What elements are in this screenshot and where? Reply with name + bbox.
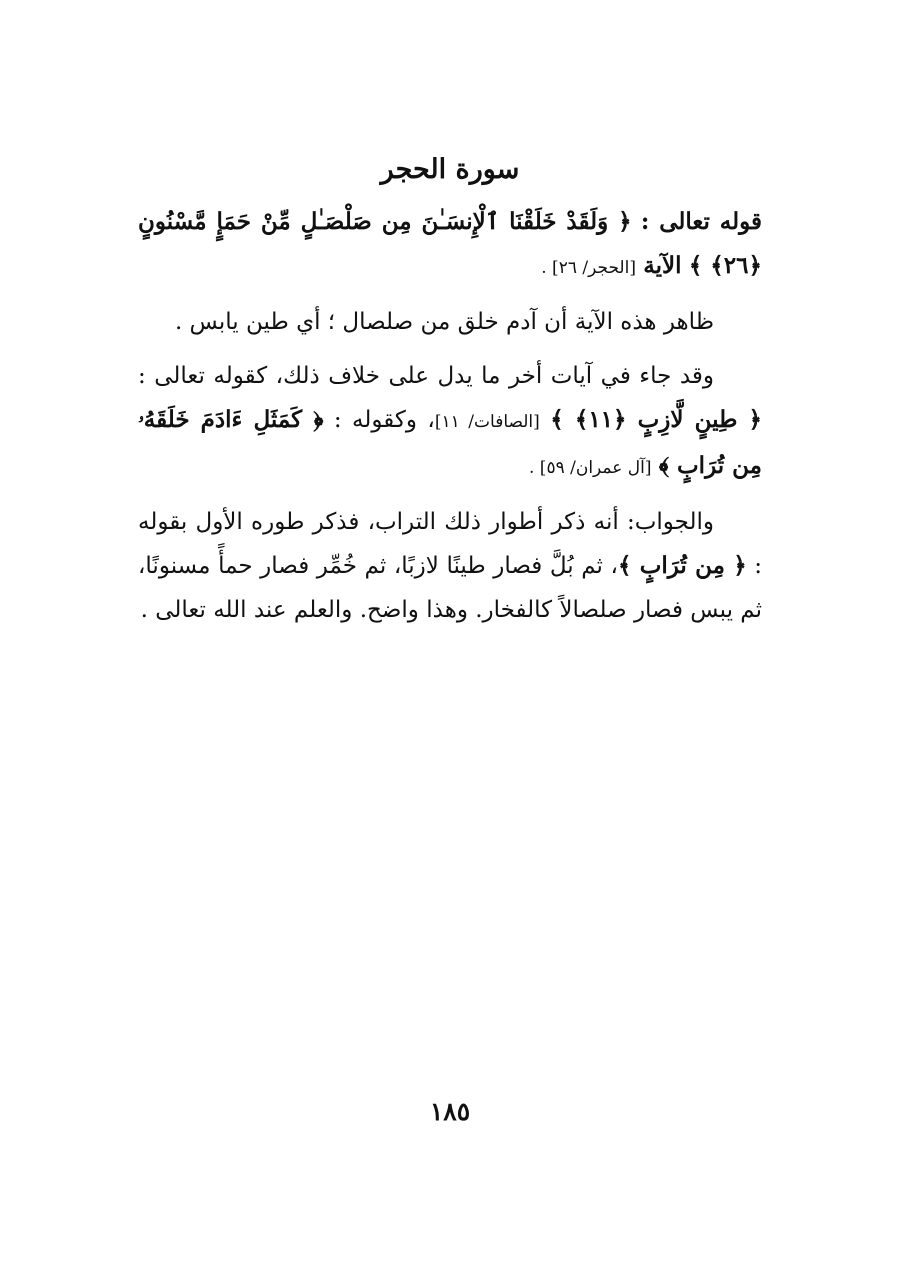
page-content xyxy=(138,150,762,632)
verse-reference: [آل عمران/ ٥٩] . xyxy=(528,458,652,478)
body-text: ، ثم بُلَّ فصار طينًا لازبًا، ثم خُمِّر فصار حمأً مسنونًا، ثم يبس فصار صلصالاً كالفخار. وهذا واضح. والعلم عند الله تعالى . xyxy=(138,553,762,623)
paragraph-contradiction xyxy=(138,354,762,490)
lead-text: قوله تعالى : xyxy=(640,208,763,235)
body-text: والجواب: أنه ذكر أطوار ذلك التراب، فذكر طوره الأول بقوله : xyxy=(138,509,762,579)
paragraph-answer xyxy=(138,500,762,632)
body-text: ، وكقوله : xyxy=(333,407,435,433)
quran-verse: ﴿ وَلَقَدْ خَلَقْنَا ٱلْإِنسَـٰنَ مِن صَلْصَـٰلٍ مِّنْ حَمَإٍ مَّسْنُونٍ ﴿٢٦﴾ ﴾ xyxy=(138,208,762,279)
page-title: سورة الحجر xyxy=(380,154,520,185)
page-number: ١٨٥ xyxy=(429,1097,471,1126)
body-text: وقد جاء في آيات أخر ما يدل على خلاف ذلك، كقوله تعالى : xyxy=(138,363,714,389)
verse-tail: الآية xyxy=(643,252,682,279)
quran-verse: ﴿ كَمَثَلِ ءَادَمَ خَلَقَهُۥ مِن تُرَابٍ ﴾ xyxy=(138,406,762,479)
quran-verse: ﴿ مِن تُرَابٍ ﴾ xyxy=(617,552,747,579)
paragraph-verse-1 xyxy=(138,200,762,290)
quran-verse: ﴿ طِينٍ لَّازِبٍ ﴿١١﴾ ﴾ xyxy=(550,406,763,433)
verse-reference: [الصافات/ ١١] xyxy=(434,412,540,432)
verse-reference: [الحجر/ ٢٦] . xyxy=(541,258,636,278)
paragraph-meaning: ظاهر هذه الآية أن آدم خلق من صلصال ؛ أي طين يابس . xyxy=(174,309,714,335)
